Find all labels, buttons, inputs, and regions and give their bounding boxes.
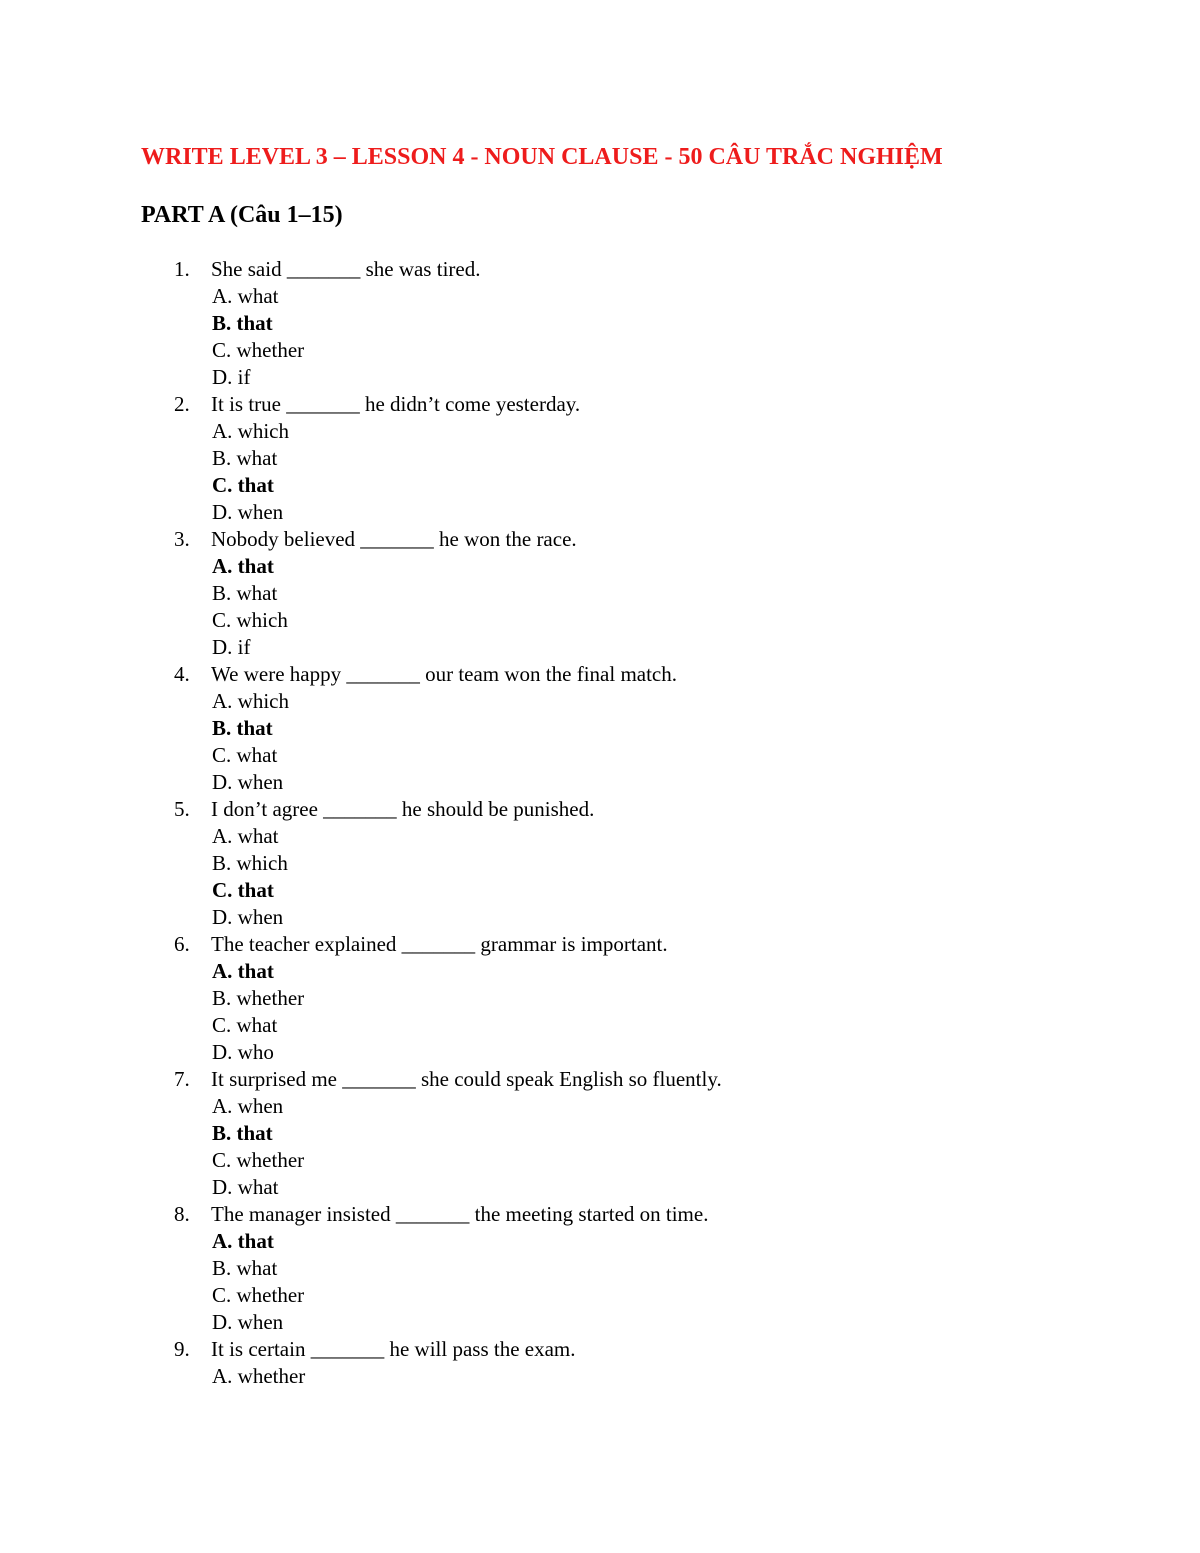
answer-option: A. what	[212, 824, 279, 848]
answer-options	[0, 418, 1200, 526]
question-item	[0, 256, 1200, 391]
question-number: 5.	[174, 797, 190, 821]
question-item	[0, 1066, 1200, 1201]
question-text: The teacher explained _______ grammar is important.	[211, 932, 668, 956]
question-number: 6.	[174, 932, 190, 956]
answer-option: D. when	[212, 905, 284, 929]
answer-option: C. whether	[212, 338, 305, 362]
part-heading: PART A (Câu 1–15)	[141, 202, 343, 228]
correct-answer-option: A. that	[212, 1229, 274, 1253]
answer-option: C. what	[212, 743, 278, 767]
answer-option: D. when	[212, 770, 284, 794]
answer-options	[0, 1093, 1200, 1201]
question-text: I don’t agree _______ he should be punished.	[211, 797, 595, 821]
correct-answer-option: B. that	[212, 716, 273, 740]
question-text: She said _______ she was tired.	[211, 257, 481, 281]
question-number: 7.	[174, 1067, 190, 1091]
answer-options	[0, 1228, 1200, 1336]
question-number: 4.	[174, 662, 190, 686]
question-number: 9.	[174, 1337, 190, 1361]
question-text: The manager insisted _______ the meeting started on time.	[211, 1202, 709, 1226]
question-item	[0, 661, 1200, 796]
correct-answer-option: B. that	[212, 1121, 273, 1145]
question-number: 1.	[174, 257, 190, 281]
answer-options	[0, 1363, 1200, 1390]
answer-option: B. whether	[212, 986, 305, 1010]
answer-option: D. when	[212, 500, 284, 524]
answer-options	[0, 553, 1200, 661]
answer-option: C. what	[212, 1013, 278, 1037]
question-item	[0, 391, 1200, 526]
answer-option: B. what	[212, 1256, 278, 1280]
answer-option: B. what	[212, 446, 278, 470]
answer-option: D. if	[212, 365, 251, 389]
document-title: WRITE LEVEL 3 – LESSON 4 - NOUN CLAUSE - 50 CÂU TRẮC NGHIỆM	[141, 144, 943, 170]
question-list	[0, 256, 1200, 1390]
question-number: 3.	[174, 527, 190, 551]
answer-option: D. if	[212, 635, 251, 659]
question-item	[0, 1336, 1200, 1390]
question-text: Nobody believed _______ he won the race.	[211, 527, 577, 551]
question-number: 2.	[174, 392, 190, 416]
answer-option: A. what	[212, 284, 279, 308]
correct-answer-option: A. that	[212, 959, 274, 983]
answer-option: A. which	[212, 419, 289, 443]
question-text: We were happy _______ our team won the final match.	[211, 662, 677, 686]
question-item	[0, 1201, 1200, 1336]
question-item	[0, 796, 1200, 931]
question-item	[0, 931, 1200, 1066]
answer-option: C. whether	[212, 1148, 305, 1172]
answer-option: A. when	[212, 1094, 284, 1118]
answer-option: D. when	[212, 1310, 284, 1334]
answer-option: A. which	[212, 689, 289, 713]
answer-option: B. which	[212, 851, 288, 875]
answer-option: A. whether	[212, 1364, 306, 1388]
correct-answer-option: B. that	[212, 311, 273, 335]
question-number: 8.	[174, 1202, 190, 1226]
question-text: It is certain _______ he will pass the exam.	[211, 1337, 576, 1361]
answer-options	[0, 688, 1200, 796]
answer-options	[0, 283, 1200, 391]
answer-option: D. who	[212, 1040, 274, 1064]
correct-answer-option: A. that	[212, 554, 274, 578]
answer-options	[0, 958, 1200, 1066]
question-text: It surprised me _______ she could speak English so fluently.	[211, 1067, 722, 1091]
answer-option: C. whether	[212, 1283, 305, 1307]
question-text: It is true _______ he didn’t come yesterday.	[211, 392, 581, 416]
answer-option: B. what	[212, 581, 278, 605]
answer-option: D. what	[212, 1175, 279, 1199]
question-item	[0, 526, 1200, 661]
correct-answer-option: C. that	[212, 878, 274, 902]
correct-answer-option: C. that	[212, 473, 274, 497]
answer-options	[0, 823, 1200, 931]
answer-option: C. which	[212, 608, 288, 632]
